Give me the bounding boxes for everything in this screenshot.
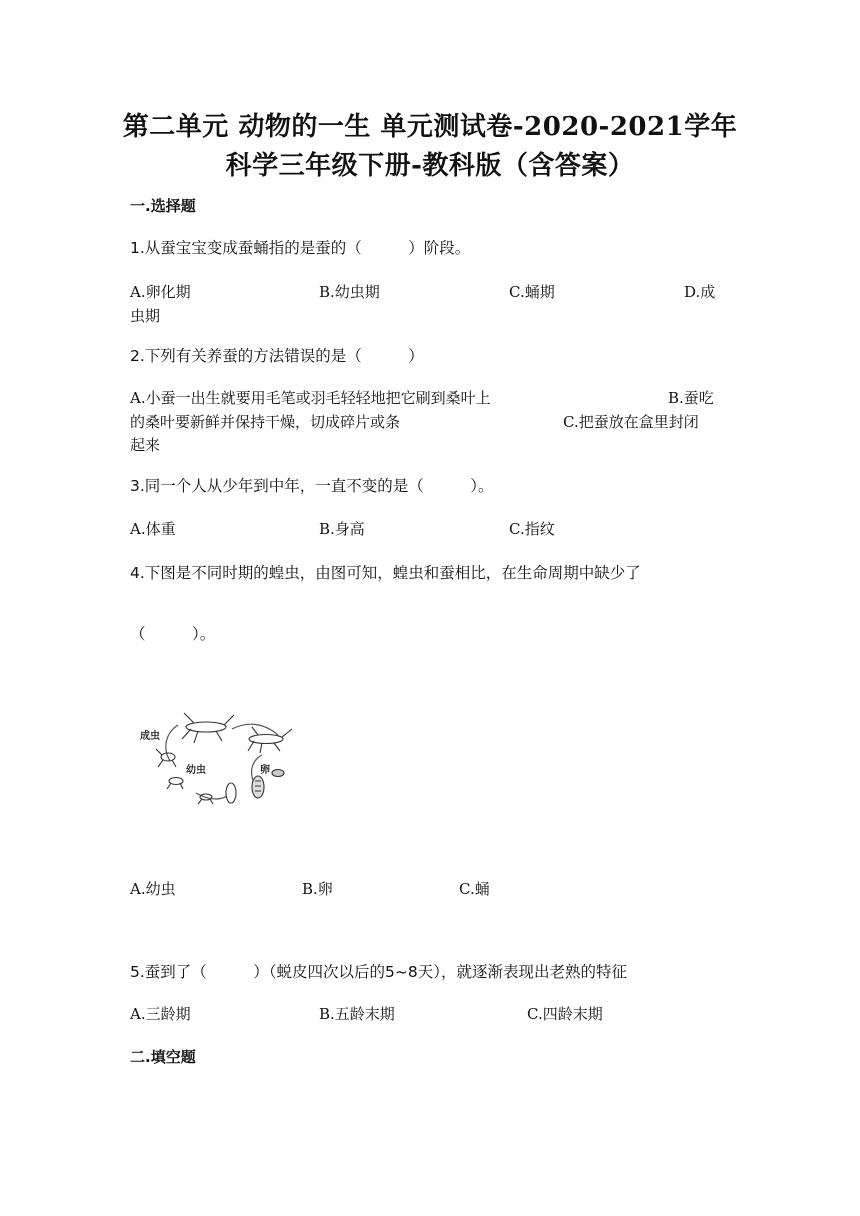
question-4-blank: （ ）。 <box>130 625 216 643</box>
q1-option-b: B.幼虫期 <box>319 283 380 301</box>
cycle-arrow-left <box>166 725 178 761</box>
question-5: 5.蚕到了（ ）（蜕皮四次以后的5~8天），就逐渐表现出老熟的特征 <box>130 963 628 981</box>
q2-option-b: B.蚕吃 <box>668 389 714 407</box>
nymph-locust-icon <box>156 749 213 804</box>
section-heading-fill: 二.填空题 <box>130 1048 196 1066</box>
q1-option-d: D.成 <box>684 283 716 301</box>
q2-option-a: A.小蚕一出生就要用毛笔或羽毛轻轻地把它刷到桑叶上 <box>130 389 491 407</box>
q2-option-c: C.把蚕放在盒里封闭 <box>563 413 699 431</box>
q5-option-a: A.三龄期 <box>130 1005 191 1023</box>
q1-option-d-continued: 虫期 <box>130 307 161 325</box>
q3-option-c: C.指纹 <box>509 520 555 538</box>
page-title-line2: 科学三年级下册-教科版（含答案） <box>225 151 635 181</box>
figure-label-larva: 幼虫 <box>186 765 206 776</box>
q4-option-b: B.卵 <box>302 880 333 898</box>
q3-option-a: A.体重 <box>130 520 176 538</box>
question-1: 1.从蚕宝宝变成蚕蛹指的是蚕的（ ）阶段。 <box>130 239 471 257</box>
section-heading-choice: 一.选择题 <box>130 197 196 215</box>
page-title-line1: 第二单元 动物的一生 单元测试卷-2020-2021学年 <box>122 112 738 142</box>
question-2: 2.下列有关养蚕的方法错误的是（ ） <box>130 347 424 365</box>
question-4: 4.下图是不同时期的蝗虫，由图可知，蝗虫和蚕相比，在生命周期中缺少了 <box>130 564 641 582</box>
q3-option-b: B.身高 <box>319 520 365 538</box>
q1-option-c: C.蛹期 <box>509 283 555 301</box>
figure-label-adult: 成虫 <box>140 731 160 742</box>
q2-option-c-continued: 起来 <box>130 436 161 454</box>
q5-option-c: C.四龄末期 <box>527 1005 603 1023</box>
q1-option-a: A.卵化期 <box>130 283 191 301</box>
locust-life-cycle-figure <box>136 705 312 811</box>
q4-option-a: A.幼虫 <box>130 880 176 898</box>
q4-option-c: C.蛹 <box>459 880 490 898</box>
cycle-arrow-top <box>232 724 278 735</box>
egg-pod-icon <box>226 770 284 804</box>
question-3: 3.同一个人从少年到中年，一直不变的是（ ）。 <box>130 477 494 495</box>
q5-option-b: B.五龄末期 <box>319 1005 395 1023</box>
q2-option-b-continued: 的桑叶要新鲜并保持干燥，切成碎片或条 <box>130 413 401 431</box>
figure-label-egg: 卵 <box>260 765 270 776</box>
